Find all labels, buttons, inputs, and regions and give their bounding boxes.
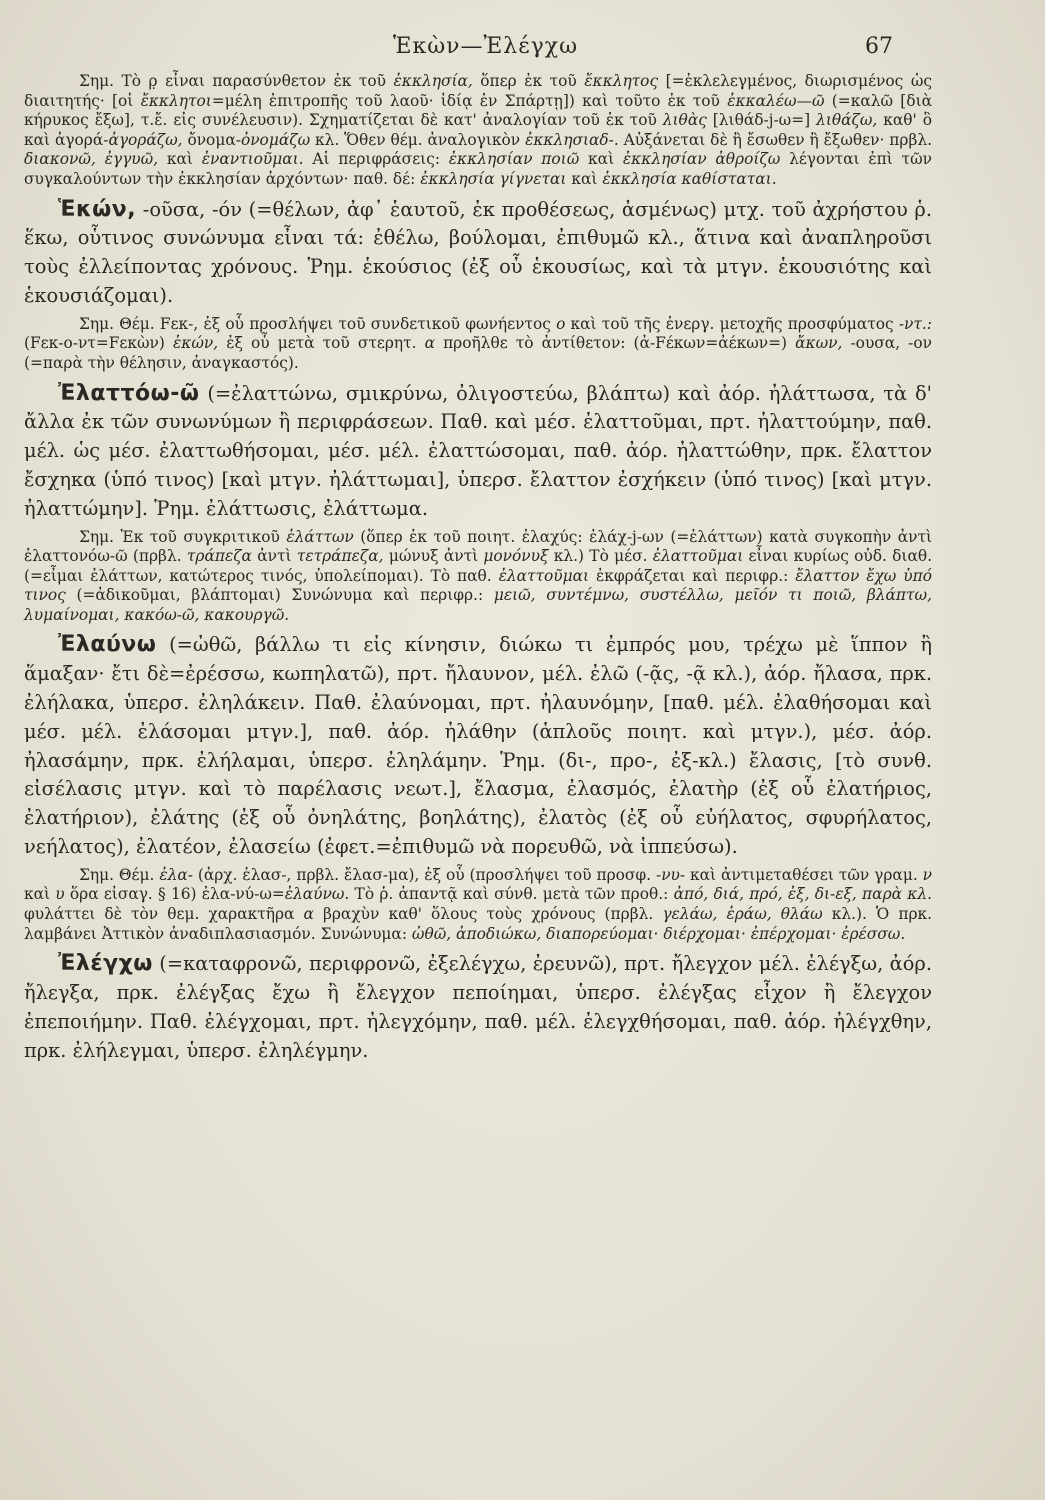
text-run: Αἱ περιφράσεις:: [303, 150, 449, 169]
text-run: (ἀρχ. ἐλασ-, πρβλ. ἔλασ-μα), ἐξ οὗ (προσλήψει τοῦ προσφ. -: [192, 865, 662, 884]
text-run: ἐξ οὗ μετὰ τοῦ στερητ.: [218, 334, 425, 353]
text-run: λέγονται ἐπὶ τῶν συγκαλούντων τὴν ἐκκλησίαν ἀρχόντων· παθ. δέ:: [24, 150, 932, 188]
italic-term: ἐκκλησιαδ-.: [525, 130, 619, 149]
lemma-entry: [24, 631, 932, 861]
page-header: [78, 30, 893, 70]
text-run: Σημ. Ἐκ τοῦ συγκριτικοῦ: [79, 527, 287, 546]
italic-term: ν: [922, 865, 932, 884]
italic-term: ἐκκλησία γίγνεται: [420, 169, 567, 188]
italic-term: μειῶ, συντέμνω, συστέλλω, μεῖόν τι ποιῶ, βλάπτω, λυμαίνομαι, κακόω-ῶ, κακουργῶ.: [24, 586, 932, 624]
italic-term: ὠθῶ, ἀποδιώκω, διαπορεύομαι· διέρχομαι· ἐπέρχομαι· ἐρέσσω.: [411, 924, 906, 943]
headword: Ἐλαττόω-ῶ: [58, 380, 200, 406]
italic-term: διακονῶ, ἐγγυῶ,: [24, 150, 159, 169]
lemma-entry: [24, 380, 932, 524]
text-run: (=ἐλαττώνω, σμικρύνω, ὀλιγοστεύω, βλάπτω) καὶ ἀόρ. ἠλάττωσα, τὰ δ' ἄλλα ἐκ τῶν συνωνύμων ἢ περιφράσεων. Παθ. καὶ μέσ. ἐλαττοῦμαι, πρτ. ἠλαττούμην, παθ. μέλ. ὡς μέσ. ἐλαττωθήσομαι, μέσ. μέλ. ἐλαττώσομαι, παθ. ἀόρ. ἠλαττώθην, πρκ. ἔλαττον ἔσχηκα (ὑπό τινος) [καὶ μτγν. ἠλάττωμαι], ὑπερσ. ἔλαττον ἐσχήκειν (ὑπό τινος) [καὶ μτγν. ἠλαττώμην]. Ῥημ. ἐλάττωσις, ἐλάττωμα.: [24, 381, 932, 520]
italic-term: τράπεζα: [186, 547, 252, 566]
text-run: καθ' ὃ καὶ ἀγορά-: [24, 111, 932, 149]
text-run: κλ.) Τὸ μέσ.: [548, 547, 653, 566]
text-run: ἀντὶ: [251, 547, 297, 566]
italic-term: α: [424, 334, 435, 353]
italic-term: ἐκκαλέω—ῶ: [727, 91, 825, 110]
text-run: βραχὺν καθ' ὅλους τοὺς χρόνους (πρβλ.: [313, 905, 663, 924]
text-run: (Fεκ-ο-ντ=Fεκὼν): [24, 334, 173, 353]
text-run: καὶ ἀντιμεταθέσει τῶν γραμ.: [685, 865, 923, 884]
note-paragraph: [24, 528, 932, 626]
italic-term: ἐκκλησία,: [393, 72, 473, 90]
italic-term: ἐλαττοῦμαι: [498, 566, 590, 585]
text-run: ὄνομα-: [182, 130, 241, 149]
text-run: ἐκφράζεται καὶ περιφρ.:: [589, 566, 796, 585]
italic-term: ἀπό, διά, πρό, ἐξ, δι-εξ, παρὰ κλ.: [673, 885, 932, 904]
italic-term: ἐλάττων: [286, 527, 354, 546]
text-run: Τὸ ῥ. ἀπαντᾷ καὶ σύνθ. μετὰ τῶν προθ.:: [349, 885, 674, 904]
running-head: Ἑκὼν—Ἐλέγχω: [392, 34, 579, 59]
italic-term: ὀνομάζω: [240, 130, 311, 149]
italic-term: ἐλα-: [159, 865, 193, 884]
text-run: κλ. Ὅθεν θέμ. ἀναλογικὸν: [310, 130, 526, 149]
note-paragraph: [24, 72, 932, 190]
text-run: εἶναι κυρίως οὐδ. διαθ. (=εἶμαι ἐλάττων, κατώτερος τινός, ὑπολείπομαι). Τὸ παθ.: [24, 547, 932, 585]
text-run: Σημ. Θέμ. Fεκ-, ἐξ οὗ προσλήψει τοῦ συνδετικοῦ φωνήεντος: [79, 314, 557, 333]
dictionary-text: [24, 72, 932, 1069]
text-run: (ὅπερ ἐκ τοῦ ποιητ. ἐλαχύς: ἐλάχ-j-ων (=ἐλάττων) κατὰ συγκοπὴν ἀντὶ ἐλαττονόω-ῶ (πρβλ.: [24, 527, 932, 566]
text-run: [=ἐκλελεγμένος, διωρισμένος ὡς διαιτητής· [οἱ: [24, 72, 932, 110]
italic-term: α: [303, 905, 314, 924]
text-run: ὅπερ ἐκ τοῦ: [472, 72, 585, 90]
italic-term: νυ-: [661, 865, 686, 884]
italic-term: ἐκκλησίαν ποιῶ: [448, 150, 580, 169]
text-run: καὶ: [566, 169, 603, 188]
italic-term: λιθάζω,: [816, 111, 878, 130]
italic-term: τετράπεζα,: [296, 547, 384, 566]
italic-term: γελάω, ἐράω, θλάω: [662, 905, 823, 924]
text-run: (=ὠθῶ, βάλλω τι εἰς κίνησιν, διώκω τι ἐμπρός μου, τρέχω μὲ ἵππον ἢ ἅμαξαν· ἔτι δὲ=ἐρέσσω, κωπηλατῶ), πρτ. ἤλαυνον, μέλ. ἐλῶ (-ᾷς, -ᾷ κλ.), ἀόρ. ἤλασα, πρκ. ἐλήλακα, ὑπερσ. ἐληλάκειν. Παθ. ἐλαύνομαι, πρτ. ἠλαυνόμην, [παθ. μέλ. ἐλαθήσομαι καὶ μέσ. μέλ. ἐλάσομαι μτγν.], παθ. ἀόρ. ἠλάθην (ἁπλοῦς ποιητ. καὶ μτγν.), μέσ. ἀόρ. ἠλασάμην, πρκ. ἐλήλαμαι, ὑπερσ. ἐληλάμην. Ῥημ. (δι-, προ-, ἐξ-κλ.) ἔλασις, [τὸ συνθ. εἰσέλασις μτγν. καὶ τὸ παρέλασις νεωτ.], ἔλασμα, ἐλασμός, ἐλατὴρ (ἐξ οὗ ἐλατήριος, ἐλατήριον), ἐλάτης (ἐξ οὗ ὀνηλάτης, βοηλάτης), ἐλατὸς (ἐξ οὗ εὐήλατος, σφυρήλατος, νεήλατος), ἐλατέον, ἐλασείω (ἐφετ.=ἐπιθυμῶ νὰ πορευθῶ, νὰ ἱππεύσω).: [24, 633, 932, 859]
text-run: (=καταφρονῶ, περιφρονῶ, ἐξελέγχω, ἐρευνῶ), πρτ. ἤλεγχον μέλ. ἐλέγξω, ἀόρ. ἤλεγξα, πρκ. ἐλέγξας ἔχω ἢ ἔλεγχον πεποίημαι, ὑπερσ. ἐλέγξας εἶχον ἢ ἔλεγχον ἐπεποιήμην. Παθ. ἐλέγχομαι, πρτ. ἠλεγχόμην, παθ. μέλ. ἐλεγχθήσομαι, παθ. ἀόρ. ἠλέγχθην, πρκ. ἐλήλεγμαι, ὑπερσ. ἐληλέγμην.: [24, 952, 932, 1062]
italic-term: ἐλαττοῦμαι: [652, 547, 744, 566]
italic-term: ἀγοράζω,: [108, 130, 183, 149]
italic-term: μονόνυξ: [483, 547, 549, 566]
text-run: Σημ. Τὸ ρ̣ εἶναι παρασύνθετον ἐκ τοῦ: [79, 72, 394, 90]
page-number: 67: [865, 34, 893, 59]
headword: Ἐλέγχω: [58, 951, 153, 977]
text-run: μώνυξ ἀντὶ: [383, 547, 484, 566]
text-run: προῆλθε τὸ ἀντίθετον: (ἀ-Fέκων=ἀέκων=): [435, 334, 796, 353]
lemma-entry: [24, 196, 932, 311]
text-run: καὶ: [158, 150, 202, 169]
text-run: Σημ. Θέμ.: [79, 865, 160, 884]
italic-term: ἐκκλησίαν ἀθροίζω: [622, 150, 781, 169]
italic-term: λιθὰς: [662, 111, 707, 130]
italic-term: -ντ.:: [898, 314, 932, 333]
italic-term: ἐλαύνω.: [284, 885, 350, 904]
italic-term: ἐκκλησία καθίσταται.: [602, 169, 777, 188]
note-paragraph: [24, 866, 932, 944]
text-run: κλ.). Ὁ πρκ. λαμβάνει Ἀττικὸν ἀναδιπλασιασμόν. Συνώνυμα:: [24, 905, 933, 943]
italic-term: ἐναντιοῦμαι.: [201, 150, 304, 169]
italic-term: ἔλαττον ἔχω ὑπό τινος: [24, 566, 933, 605]
text-run: (=καλῶ [διὰ κήρυκος ἔξω], τ.ἔ. εἰς συνέλευσιν). Σχηματίζεται δὲ κατ' ἀναλογίαν τοῦ ἐκ τοῦ: [24, 91, 932, 130]
italic-term: ἄκων,: [795, 334, 843, 353]
text-run: Αὐξάνεται δὲ ἢ ἔσωθεν ἢ ἔξωθεν· πρβλ.: [618, 130, 932, 149]
text-run: καὶ: [24, 885, 56, 904]
italic-term: ο: [556, 314, 566, 333]
text-run: φυλάττει δὲ τὸν θεμ. χαρακτῆρα: [24, 905, 304, 924]
text-run: -οῦσα, -όν (=θέλων, ἀφ᾽ ἑαυτοῦ, ἐκ προθέσεως, ἀσμένως) μτχ. τοῦ ἀχρήστου ῥ. ἕκω, οὗτινος συνώνυμα εἶναι τά: ἐθέλω, βούλομαι, ἐπιθυμῶ κλ., ἅτινα καὶ ἀναπληροῦσι τοὺς ἐλλείποντας χρόνους. Ῥημ. ἑκούσιος (ἐξ οὗ ἑκουσίως, καὶ τὰ μτγν. ἑκουσιότης καὶ ἑκουσιάζομαι).: [24, 197, 932, 307]
text-run: (=ἀδικοῦμαι, βλάπτομαι) Συνώνυμα καὶ περιφρ.:: [65, 586, 494, 605]
text-run: ὅρα εἰσαγ. § 16) ἐλα-νύ-ω=: [64, 885, 285, 904]
italic-term: ἑκών,: [172, 334, 219, 353]
lemma-entry: [24, 950, 932, 1065]
italic-term: ἔκκλητος: [584, 72, 659, 90]
headword: Ἑκών,: [58, 196, 137, 222]
headword: Ἐλαύνω: [58, 632, 157, 658]
text-run: -ουσα, -ον (=παρὰ τὴν θέλησιν, ἀναγκαστός).: [24, 334, 932, 372]
italic-term: ἔκκλητοι: [140, 91, 212, 110]
text-run: καὶ τοῦ τῆς ἐνεργ. μετοχῆς προσφύματος: [565, 314, 899, 333]
text-run: καὶ: [579, 150, 623, 169]
note-paragraph: [24, 315, 932, 374]
text-run: [λιθάδ-j-ω=]: [706, 111, 817, 130]
italic-term: υ: [55, 885, 65, 904]
text-run: =μέλη ἐπιτροπῆς τοῦ λαοῦ· ἰδίᾳ ἐν Σπάρτῃ]) καὶ τοῦτο ἐκ τοῦ: [211, 91, 728, 110]
